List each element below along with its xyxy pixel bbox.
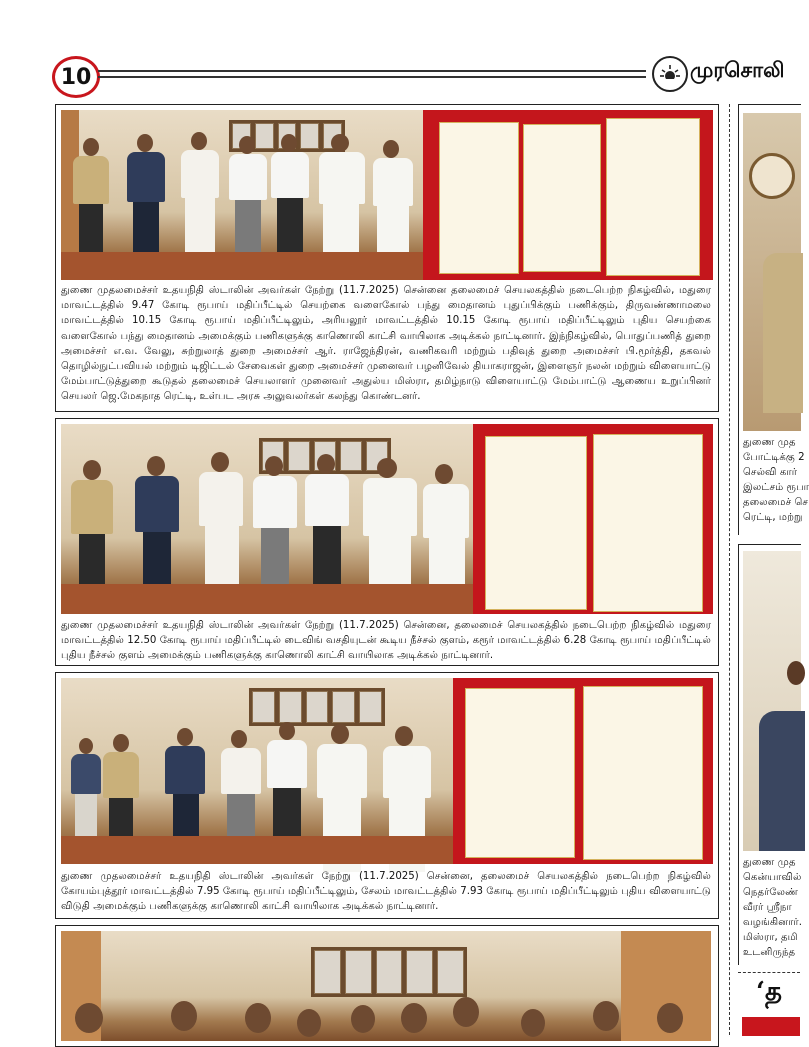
header-rule-top	[98, 70, 646, 72]
right-caption-1-line-1: துணை முத	[743, 437, 796, 448]
right-caption-2-line-5: வழங்கினார்.	[743, 917, 802, 928]
article-3	[55, 672, 719, 919]
right-red-band	[742, 1017, 800, 1036]
header-rule-bottom	[98, 76, 646, 78]
right-caption-1-line-2: போட்டிக்கு 2	[743, 452, 805, 463]
page-number-badge	[52, 56, 100, 98]
article-1	[55, 104, 719, 412]
right-headline-fragment: ‘த	[756, 977, 782, 1007]
article-3-caption: துணை முதலமைச்சர் உதயநிதி ஸ்டாலின் அவர்கள் நேற்று (11.7.2025) சென்னை, தலைமைச் செயலகத்தில் நடைபெற்ற நிகழ்வில் கோயம்புத்தூர் மாவட்டத்தில் 7.95 கோடி ரூபாய் மதிப்பீட்டிலும், சேலம் மாவட்டத்தில் 7.93 கோடி ரூபாய் மதிப்பீட்டிலும் புதிய விளையாட்டு விடுதி அமைக்கும் பணிகளுக்கு காணொலி காட்சி வாயிலாக அடிக்கல் நாட்டினார்.	[61, 871, 711, 913]
article-4-photo	[61, 931, 711, 1041]
rising-sun-emblem-icon	[652, 56, 688, 92]
column-divider	[729, 104, 730, 1035]
right-caption-1-line-5: தலைமைச் செ	[743, 497, 809, 508]
right-caption-2-line-7: உடனிருந்த	[743, 947, 796, 958]
article-2	[55, 418, 719, 666]
right-article-1-photo	[743, 113, 801, 431]
right-caption-2-line-1: துணை முத	[743, 857, 796, 868]
right-article-2-photo	[743, 551, 801, 851]
right-article-3	[738, 972, 800, 1036]
article-3-photo	[61, 678, 711, 864]
article-2-photo	[61, 424, 711, 614]
article-1-photo	[61, 110, 711, 280]
article-1-caption: துணை முதலமைச்சர் உதயநிதி ஸ்டாலின் அவர்கள் நேற்று (11.7.2025) சென்னை தலைமைச் செயலகத்தில் நடைபெற்ற நிகழ்வில், மதுரை மாவட்டத்தில் 9.47 கோடி ரூபாய் மதிப்பீட்டில் செயற்கை வளைகோல் பந்து மைதானம் புதுப்பிக்கும் பணிக்கும், திருவண்ணாமலை மாவட்டத்தில் 10.15 கோடி ரூபாய் மதிப்பீட்டிலும், அரியலூர் மாவட்டத்தில் 10.15 கோடி ரூபாய் மதிப்பீட்டிலும் புதிய செயற்கை வளைகோல் பந்து மைதானம் அமைக்கும் பணிகளுக்கு காணொலி காட்சி வாயிலாக அடிக்கல் நாட்டினார். இந்நிகழ்வில், பொதுப்பணித் துறை அமைச்சர் எ.வ. வேலு, சுற்றுலாத் துறை அமைச்சர் ஆர். ராஜேந்திரன், வணிகவரி மற்றும் பதிவுத் துறை அமைச்சர் பி.மூர்த்தி, தகவல் தொழில்நுட்பவியல் மற்றும் டிஜிட்டல் சேவைகள் துறை அமைச்சர் முனைவர் பழனிவேல் தியாகராஜன், இளைஞர் நலன் மற்றும் விளையாட்டு மேம்பாட்டுத்துறை கூடுதல் தலைமைச் செயலாளர் முனைவர் அதுல்ய மிஸ்ரா, தமிழ்நாடு விளையாட்டு மேம்பாட்டு ஆணைய உறுப்பினர் செயலர் ஜெ.மேகநாத ரெட்டி, உள்பட அரசு அலுவலர்கள் கலந்து கொண்டனர்.	[61, 285, 711, 403]
right-caption-2-line-4: வீரர் ஸ்ரீநா	[743, 902, 792, 913]
right-caption-1-line-4: இலட்சம் ரூபா	[743, 482, 809, 493]
right-caption-2-line-2: கென்யாவில்	[743, 872, 802, 883]
right-caption-2-line-6: மிஸ்ரா, தமி	[743, 932, 798, 943]
masthead-title: முரசொலி	[690, 58, 785, 82]
right-caption-1-line-3: செல்வி கார்	[743, 467, 798, 478]
right-caption-2-line-3: நெதர்லேண்	[743, 887, 799, 898]
right-caption-1-line-6: ரெட்டி, மற்று	[743, 512, 803, 523]
right-article-2	[738, 544, 801, 965]
right-article-1	[738, 104, 809, 535]
article-4	[55, 925, 719, 1047]
page-number: 10	[60, 64, 92, 90]
article-2-caption: துணை முதலமைச்சர் உதயநிதி ஸ்டாலின் அவர்கள் நேற்று (11.7.2025) சென்னை, தலைமைச் செயலகத்தில் நடைபெற்ற நிகழ்வில் மதுரை மாவட்டத்தில் 12.50 கோடி ரூபாய் மதிப்பீட்டில் டைவிங் வசதியுடன் கூடிய நீச்சல் குளம், கரூர் மாவட்டத்தில் 6.28 கோடி ரூபாய் மதிப்பீட்டில் புதிய நீச்சல் குளம் அமைக்கும் பணிகளுக்கு காணொலி காட்சி வாயிலாக அடிக்கல் நாட்டினார்.	[61, 620, 711, 662]
